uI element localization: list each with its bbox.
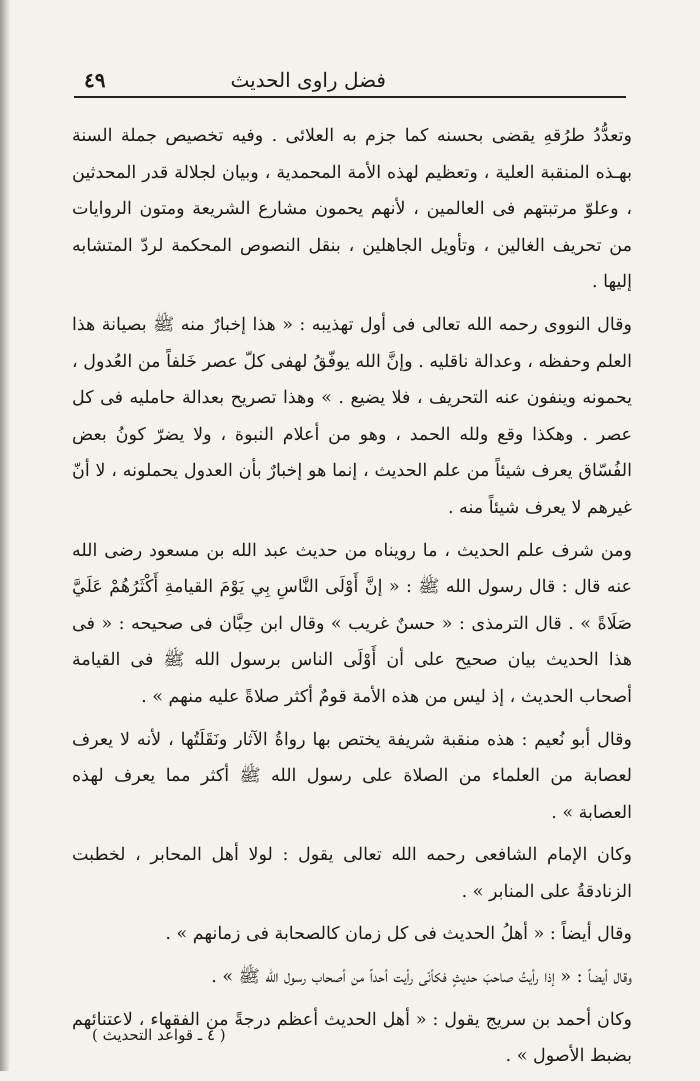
paragraph: وكان الإمام الشافعى رحمه الله تعالى يقول : لولا أهل المحابر ، لخطبت الزنادقةُ على المنابر » . (72, 845, 632, 902)
page-number: ٤٩ (84, 68, 106, 92)
signature-mark: ( ٤ ـ قواعد التحديث ) (92, 1026, 226, 1044)
page-body (72, 118, 632, 1081)
paragraph: وقال النووى رحمه الله تعالى فى أول تهذيبه : « هذا إخبارٌ منه ﷺ بصيانة هذا العلم وحفظه ، وعدالة ناقليه . وإنَّ الله يوفّقُ لهفى كلّ عصر خَلفاً من العُدول ، يحمونه وينفون عنه التحريف ، فلا يضيع . » وهذا تصريح بعدالة حامليه فى كل عصر . وهكذا وقع ولله الحمد ، وهو من أعلام النبوة ، ولا يضرّ كونُ بعض الفُسّاق يعرف شيئاً من علم الحديث ، إنما هو إخبارٌ بأن العدول يحملونه ، لا أنّ غيرهم لا يعرف شيئاً منه . (72, 314, 632, 518)
paragraph: وكان أحمد بن سريج يقول : « أهل الحديث أعظم درجةً من الفقهاء ، لاعتنائهم بضبط الأصول » . (72, 1009, 632, 1067)
page-edge-shadow (0, 0, 10, 1071)
paragraph: وقال أبو نُعيم : هذه منقبة شريفة يختص بها رواةُ الآثار ونَقَلَتُها ، لأنه لا يعرف لعصابة من العلماء من الصلاة على رسول الله ﷺ أكثر مما يعرف لهذه العصابة » . (72, 729, 632, 823)
paragraph: وتعدُّدُ طرُقهِ يقضى بحسنه كما جزم به العلائى . وفيه تخصيص جملة السنة بهـذه المنقبة العلية ، وتعظيم لهذه الأمة المحمدية ، وبيان لجلالة قدر المحدثين ، وعلوّ مرتبتهم فى العالمين ، لأنهم يحمون مشارع الشريعة ومتون الروايات من تحريف الغالين ، وتأويل الجاهلين ، بنقل النصوص المحكمة لردّ المتشابه إليها . (72, 126, 632, 293)
paragraph: ومن شرف علم الحديث ، ما رويناه من حديث عبد الله بن مسعود رضى الله عنه قال : قال رسول الله ﷺ : « إنَّ أَوْلَى النَّاسِ بِي يَوْمَ القيامةِ أَكْثَرُهُمْ عَلَيَّ صَلَاةً » . قال الترمذى : « حسنٌ غريب » وقال ابن حِبَّان فى صحيحه : « فى هذا الحديث بيان صحيح على أن أَوْلَى الناس برسول الله ﷺ فى القيامة أصحاب الحديث ، إذ ليس من هذه الأمة قومٌ أكثر صلاةً عليه منهم » . (72, 540, 632, 707)
paragraph: وقال أيضاً : « إذا رأيتُ صاحبَ حديثٍ فكأنّى رأيت أحداً من أصحاب رسول الله ﷺ » . (211, 967, 632, 988)
running-header (74, 62, 626, 98)
running-title: فضل راوى الحديث (230, 68, 386, 92)
paragraph: وقال أيضاً : « أهلُ الحديث فى كل زمان كالصحابة فى زمانهم » . (165, 924, 632, 945)
header-rule (74, 96, 626, 98)
